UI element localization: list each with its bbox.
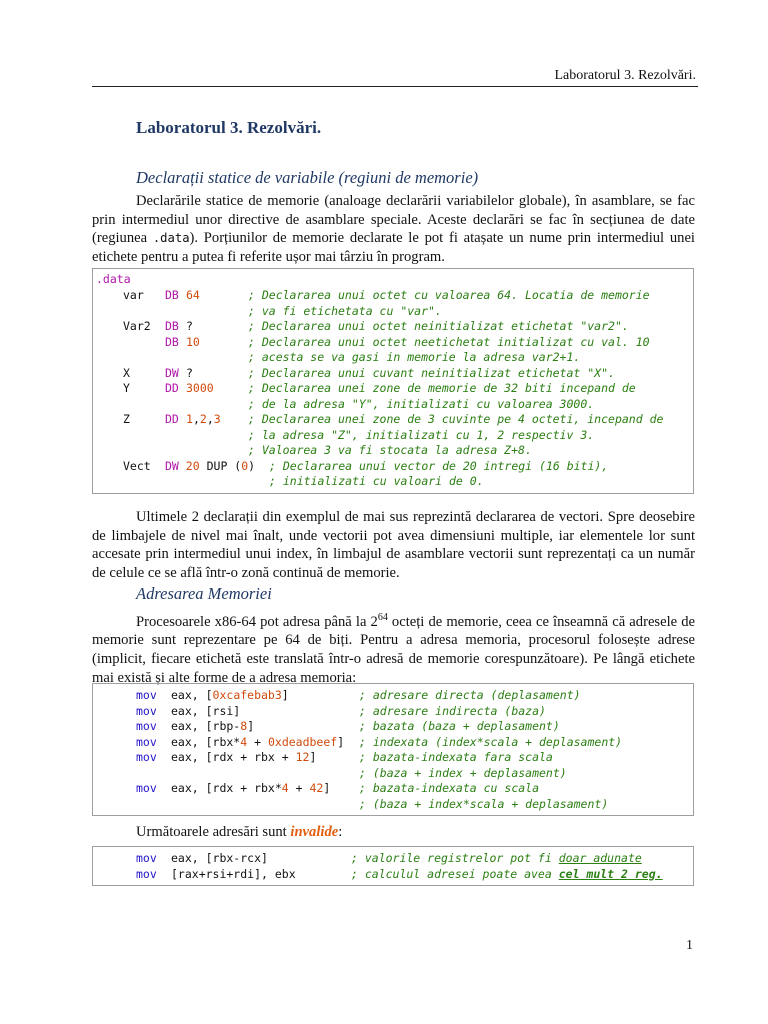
code-value-list: 1,2,3 [186,412,221,426]
header-rule [92,86,698,87]
code-label: Var2 [123,319,151,333]
page-number: 1 [686,938,693,953]
code-comment: ; Declararea unui vector de 20 intregi (16 biti), [269,458,609,473]
code-mnemonic: mov [136,866,157,881]
code-line: .data [96,272,131,286]
code-comment: ; va fi etichetata cu "var". [248,303,442,318]
code-directive: DD [165,381,179,395]
code-block-invalid-addressing [92,846,694,886]
document-title: Laboratorul 3. Rezolvări. [136,118,322,137]
code-comment: ; (baza + index + deplasament) [359,765,567,780]
code-value: ? [186,365,193,380]
paragraph-invalid: Următoarele adresări sunt invalide: [136,824,343,840]
code-value: 10 [186,334,200,349]
running-header: Laboratorul 3. Rezolvări. [554,68,696,83]
section-heading-addressing: Adresarea Memoriei [136,584,272,603]
code-comment: ; Declararea unei zone de memorie de 32 biti incepand de [248,381,636,395]
code-mnemonic: mov [136,750,157,764]
code-comment: ; bazata (baza + deplasament) [359,719,560,733]
code-operands: eax, [rbx*4 + 0xdeadbeef] [171,734,345,749]
superscript-64: 64 [377,612,388,623]
invalid-word: invalide [290,824,339,840]
code-comment: ; la adresa "Z", initializati cu 1, 2 respectiv 3. [248,427,595,442]
code-comment: ; Valoarea 3 va fi stocata la adresa Z+8. [248,443,532,457]
code-directive: DD [165,412,179,426]
code-comment: ; bazata-indexata fara scala [359,750,553,764]
code-operands: eax, [rdx + rbx*4 + 42] [171,781,331,795]
code-comment: ; calculul adresei poate avea cel mult 2 reg. [351,866,663,881]
code-comment: ; adresare directa (deplasament) [359,688,581,702]
code-comment: ; adresare indirecta (baza) [359,703,546,718]
code-label: Y [123,381,130,395]
code-comment: ; acesta se va gasi in memorie la adresa var2+1. [248,350,581,364]
code-comment: ; bazata-indexata cu scala [359,781,540,795]
code-operands: eax, [rbx-rcx] [171,851,268,865]
code-directive: DB [165,288,179,302]
code-operands: eax, [0xcafebab3] [171,688,289,702]
code-operands: eax, [rdx + rbx + 12] [171,750,317,764]
code-value-dup: DW 20 DUP (0) [165,458,256,473]
code-operands: eax, [rbp-8] [171,719,255,733]
code-comment: ; Declararea unui octet cu valoarea 64. Locatia de memorie [248,288,650,302]
section-heading-declarations: Declarații statice de variabile (regiuni de memorie) [136,168,479,187]
code-comment: ; Declararea unui octet neetichetat initializat cu val. 10 [248,334,650,349]
code-mnemonic: mov [136,688,157,702]
code-comment: ; valorile registrelor pot fi doar adunate [351,851,642,865]
code-comment: ; de la adresa "Y", initializati cu valoarea 3000. [248,396,595,411]
code-mnemonic: mov [136,851,157,865]
paragraph-text-b: ). Porțiunilor de memorie declarate le pot fi atașate un nume prin intermediul unei etichete pentru a putea fi referite ușor mai târziu în program. [92,230,695,265]
code-comment: ; Declararea unei zone de 3 cuvinte pe 4 octeti, incepand de [248,412,664,426]
code-value: 3000 [186,381,214,395]
code-label: Vect [123,458,151,473]
inline-code-data: .data [152,231,190,246]
paragraph-vectors: Ultimele 2 declarații din exemplul de mai sus reprezintă declararea de vectori. Spre deosebire de limbajele de nivel mai înalt, unde vectorii pot avea dimensiuni multiple, iar elementele lor sunt accesate prin intermediul unui index, în limbajul de asamblare vectorii sunt reprezentați ca un număr de celule ce se află într-o zonă continuă de memorie. [92,509,695,581]
code-operands: eax, [rsi] [171,703,241,718]
code-mnemonic: mov [136,734,157,749]
code-directive: DB [165,334,179,349]
code-directive: DB [165,319,179,333]
paragraph-addressing: Procesoarele x86-64 pot adresa până la $2^{64}$ octeți de memorie, ceea ce înseamnă că adresele de memorie sunt reprezentare pe 64 de biți. Pentru a adresa memoria, procesorul folosește adrese (implicit, fiecare etichetă este translată într-o adresă de memorie corespunzătoare). Pe lângă etichete mai există și alte forme de a adresa memoria: [92,612,695,686]
paragraph-declarations [92,192,695,266]
paragraph-text-a: Declarările statice de memorie (analoage declarării variabilelor globale), în asamblare, se fac prin intermediul unor directive de asamblare speciale. Aceste declarări se fac în secțiunea de date (regiunea [92,193,695,247]
code-operands: [rax+rsi+rdi], ebx [171,866,296,881]
code-label: var [123,288,144,302]
code-comment: ; Declararea unui octet neinitializat etichetat "var2". [248,319,629,333]
code-comment: ; indexata (index*scala + deplasament) [359,734,623,749]
code-mnemonic: mov [136,781,157,795]
code-comment: ; Declararea unui cuvant neinitializat etichetat "X". [248,365,615,380]
code-mnemonic: mov [136,703,157,718]
code-directive: DW [165,365,179,380]
code-value: 64 [186,288,200,302]
code-mnemonic: mov [136,719,157,733]
code-block-data-declarations [92,268,694,494]
code-label: X [123,365,130,380]
code-value: ? [186,319,193,333]
code-comment: ; initializati cu valoari de 0. [269,474,484,488]
code-block-addressing-modes [92,683,694,816]
code-label: Z [123,412,130,426]
code-comment: ; (baza + index*scala + deplasament) [359,796,609,811]
